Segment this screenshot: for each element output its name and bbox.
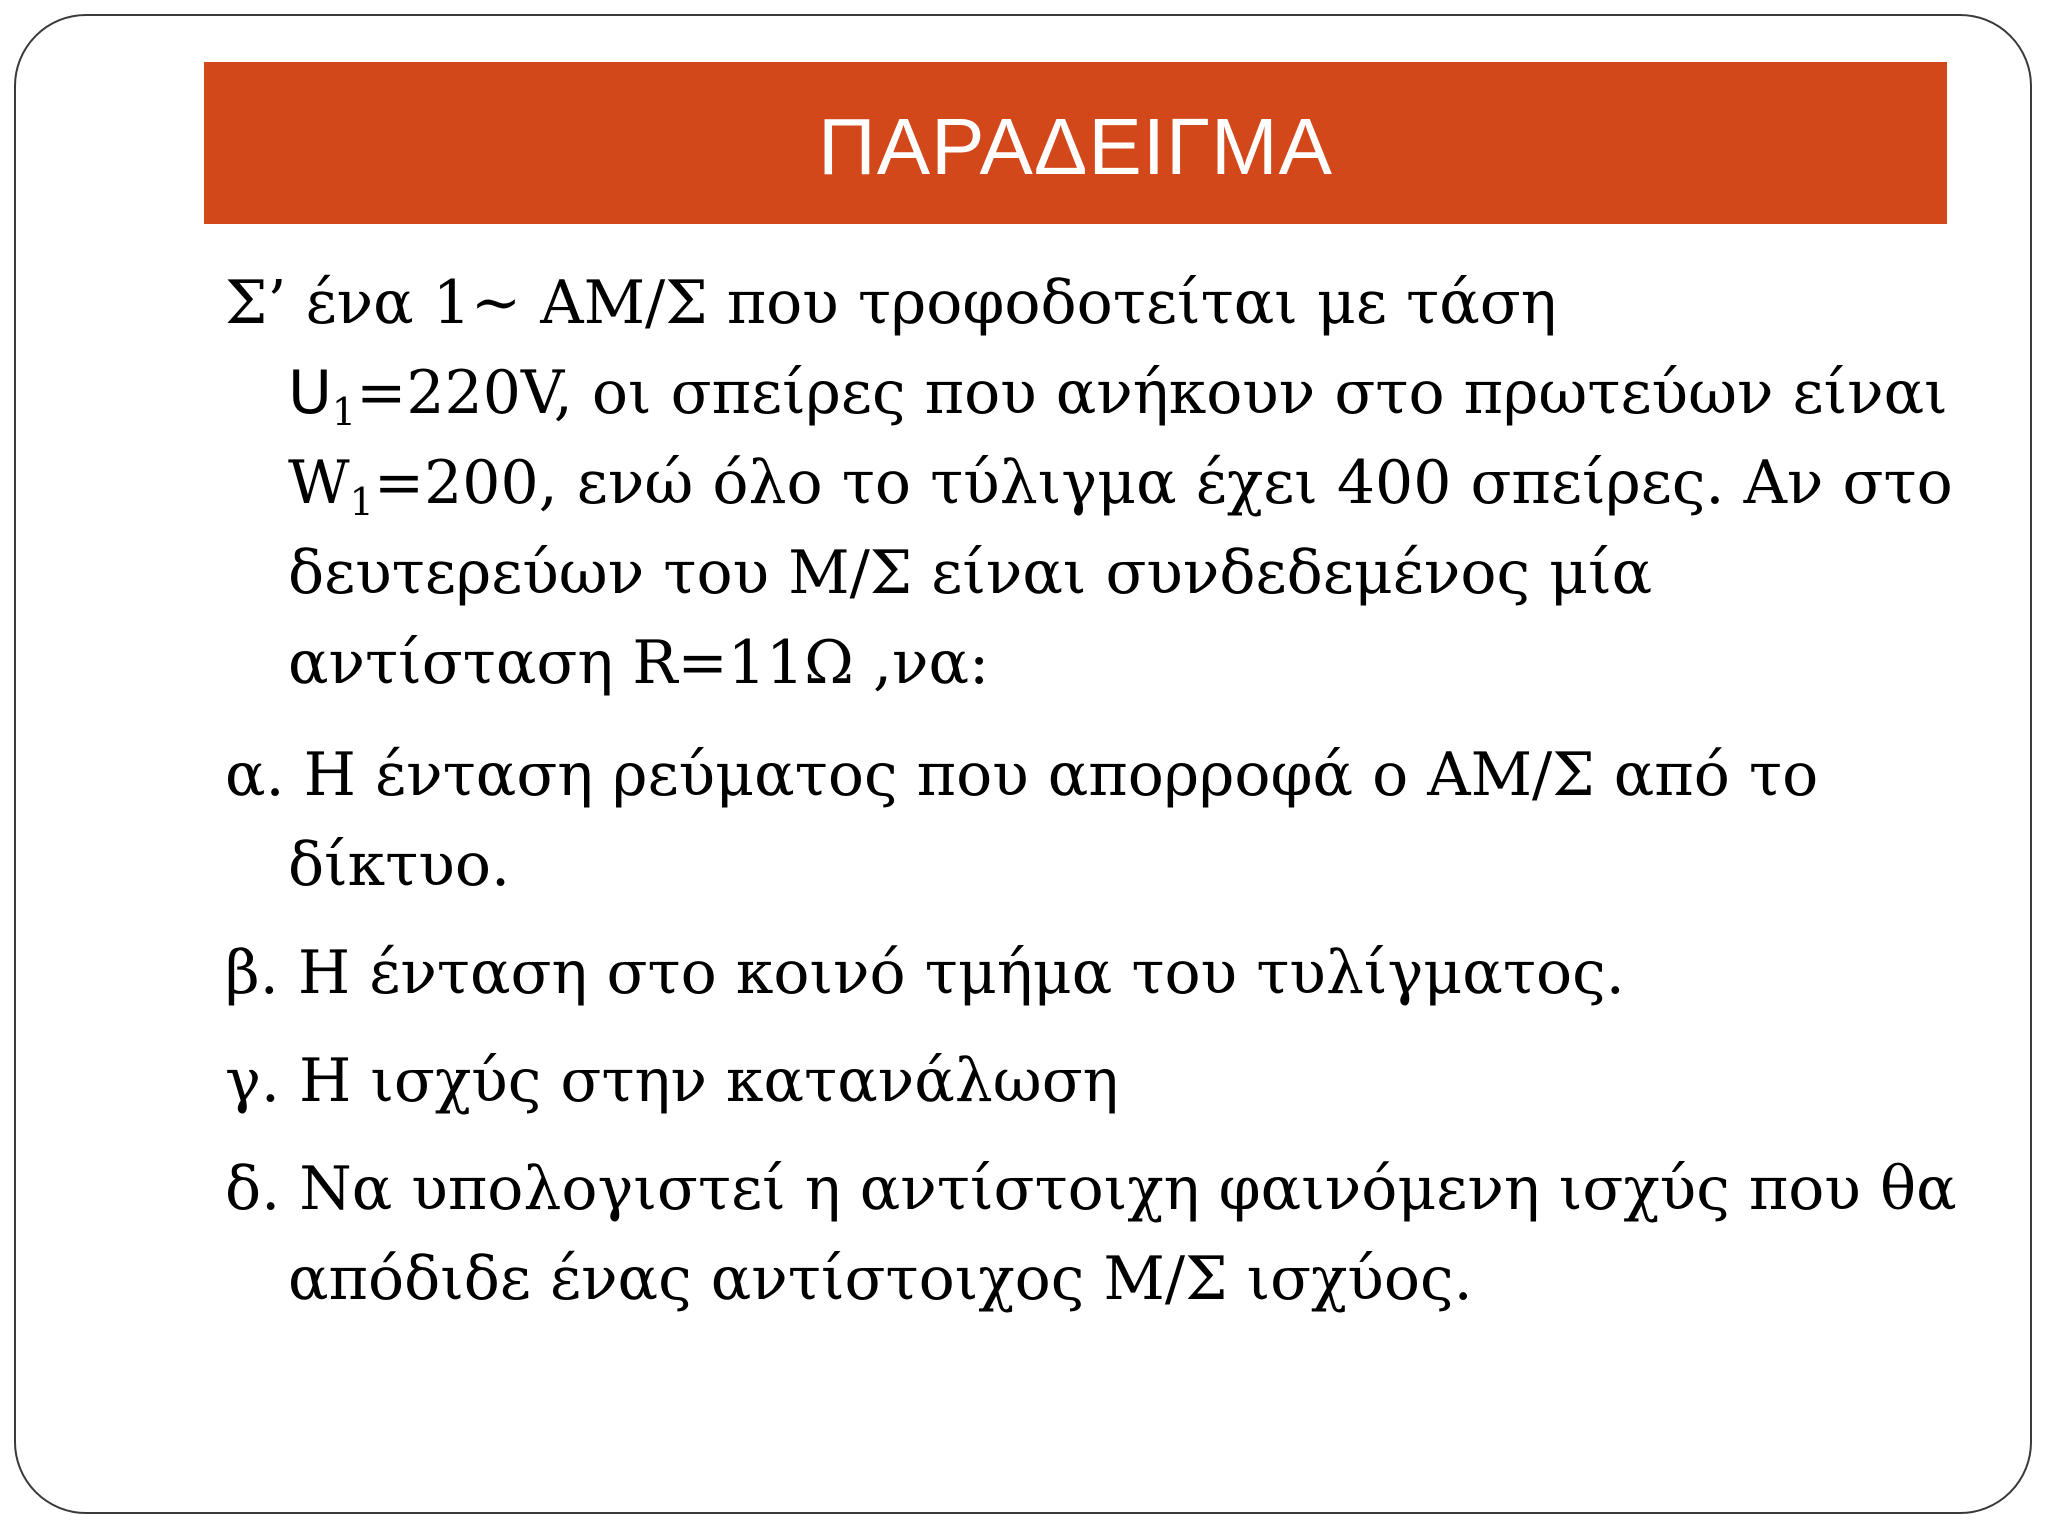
- voltage-subscript: 1: [331, 390, 357, 434]
- question-a: α. Η ένταση ρεύματος που απορροφά ο ΑΜ/Σ από το δίκτυο.: [225, 740, 1819, 900]
- intro-text-2: =220V, οι σπείρες που ανήκουν στο πρωτεύων είναι W: [288, 358, 1948, 518]
- turns-subscript: 1: [349, 480, 374, 524]
- slide-title: ΠΑΡΑΔΕΙΓΜΑ: [818, 102, 1333, 191]
- question-c: γ. Η ισχύς στην κατανάλωση: [225, 1046, 1119, 1116]
- question-d: δ. Να υπολογιστεί η αντίστοιχη φαινόμενη ισχύς που θα απόδιδε ένας αντίστοιχος Μ/Σ ισχύος.: [225, 1154, 1957, 1314]
- slide-content: [225, 258, 1965, 1342]
- problem-statement: [225, 258, 1965, 708]
- voltage-symbol: U: [288, 358, 332, 428]
- intro-text-3: =200, ενώ όλο το τύλιγμα έχει 400 σπείρες. Αν στο δευτερεύων του Μ/Σ είναι συνδεδεμένος μία αντίσταση R=11Ω ,να:: [288, 448, 1953, 698]
- question-b: β. Η ένταση στο κοινό τμήμα του τυλίγματος.: [225, 938, 1625, 1008]
- title-bar: [204, 62, 1947, 224]
- intro-text-1: Σ’ ένα 1~ ΑΜ/Σ που τροφοδοτείται με τάση: [225, 268, 1557, 338]
